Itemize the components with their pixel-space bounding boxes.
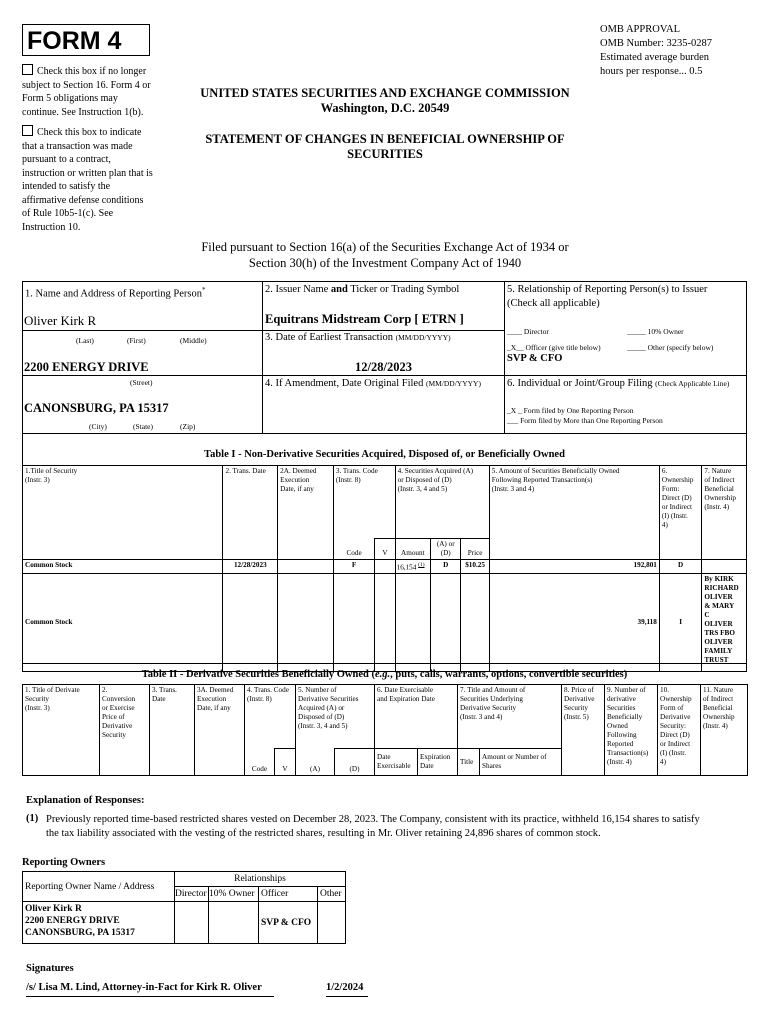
table-row — [23, 560, 747, 574]
t1-r2-price — [461, 574, 489, 672]
city-address: CANONSBURG, PA 15317 — [24, 401, 169, 415]
city-label: (City) — [89, 422, 107, 431]
t1-sub-code: Code — [333, 539, 375, 560]
footnote-number: (1) — [26, 813, 39, 824]
relationships-header: Relationships — [175, 872, 346, 887]
t2-sub-d: (D) — [335, 749, 375, 776]
t2-col-ownership-form: 10. Ownership Form of Derivative Security: Direct (D) or Indirect (I) (Instr. 4) — [658, 685, 701, 776]
checkbox-10b5-1: Check this box to indicate that a transaction was made pursuant to a contract, instruction or written plan that is intended to satisfy the affirmative defense conditions of Rule 10b5-1(c). See Instruction 10. — [22, 127, 153, 233]
t2-col-exercisable: 6. Date Exercisable and Expiration Date — [375, 685, 458, 749]
t2-col-underlying: 7. Title and Amount of Securities Underlying Derivative Security (Instr. 3 and 4) — [458, 685, 562, 749]
t1-col-code: 3. Trans. Code (Instr. 8) — [333, 466, 395, 539]
footnote-text: Previously reported time-based restricted shares vested on December 28, 2023. The Company, consistent with its practice, withheld 16,154 shares to satisfy the tax liability associated with the vesting of the restricted shares, resulting in Mr. Oliver retaining 24,896 shares of common stock. — [46, 814, 700, 839]
issuer-name: Equitrans Midstream Corp [ ETRN ] — [265, 312, 464, 326]
owner-row-officer: SVP & CFO — [259, 902, 318, 944]
officer-header: Officer — [259, 887, 318, 902]
officer-title: SVP & CFO — [507, 353, 563, 364]
t2-col-title: 1. Title of Derivate Security (Instr. 3) — [23, 685, 100, 776]
t2-sub-a: (A) — [296, 749, 335, 776]
table1-title: Table I - Non-Derivative Securities Acquired, Disposed of, or Beneficially Owned — [204, 449, 565, 460]
owner-name-header: Reporting Owner Name / Address — [23, 872, 175, 902]
t2-col-code: 4. Trans. Code (Instr. 8) — [245, 685, 296, 749]
t2-sub-v: V — [275, 749, 296, 776]
other-header: Other — [318, 887, 346, 902]
t1-r2-form: I — [659, 574, 702, 672]
t2-col-deemed: 3A. Deemed Execution Date, if any — [195, 685, 245, 776]
director-header: Director — [175, 887, 209, 902]
form-title: FORM 4 — [22, 24, 150, 56]
director-option: ____ Director — [507, 327, 549, 336]
t1-col-securities: 4. Securities Acquired (A) or Disposed of (D) (Instr. 3, 4 and 5) — [395, 466, 489, 539]
t2-sub-amount-shares: Amount or Number of Shares — [480, 749, 562, 776]
t1-col-deemed: 2A. Deemed Execution Date, if any — [278, 466, 334, 560]
street-address: 2200 ENERGY DRIVE — [24, 360, 149, 374]
t1-col-date: 2. Trans. Date — [223, 466, 278, 560]
reporting-person-name: Oliver Kirk R — [24, 313, 97, 328]
statement-heading: STATEMENT OF CHANGES IN BENEFICIAL OWNERSHIP OF SECURITIES — [205, 132, 565, 161]
t1-r2-v — [375, 574, 395, 672]
t2-sub-title: Title — [458, 749, 480, 776]
ten-percent-owner-option: _____ 10% Owner — [627, 327, 684, 336]
signature-date: 1/2/2024 — [326, 982, 364, 993]
t1-r1-nature — [702, 560, 747, 574]
middle-label: (Middle) — [180, 336, 207, 345]
reporting-owners-table — [22, 871, 346, 944]
reporting-owners-heading: Reporting Owners — [22, 857, 106, 868]
t1-r1-aord: D — [431, 560, 461, 574]
t1-r1-title: Common Stock — [23, 560, 223, 574]
officer-option: _X__ Officer (give title below) — [507, 343, 601, 352]
box1-label: 1. Name and Address of Reporting Person* — [25, 286, 206, 300]
t2-col-date: 3. Trans. Date — [150, 685, 195, 776]
t1-r2-amount — [395, 574, 430, 672]
t1-col-amount-owned: 5. Amount of Securities Beneficially Owned Following Reported Transaction(s) (Instr. 3 and 4) — [489, 466, 659, 560]
t2-col-number-owned: 9. Number of derivative Securities Beneficially Owned Following Reported Transaction(s) (Instr. 4) — [605, 685, 658, 776]
t1-r2-aord — [431, 574, 461, 672]
t1-col-nature: 7. Nature of Indirect Beneficial Ownership (Instr. 4) — [702, 466, 747, 560]
table-row — [23, 902, 346, 944]
signatures-heading: Signatures — [26, 963, 74, 974]
t2-sub-expiration: Expiration Date — [418, 749, 458, 776]
t1-col-ownership-form: 6. Ownership Form: Direct (D) or Indirect (I) (Instr. 4) — [659, 466, 702, 560]
t1-r1-date: 12/28/2023 — [223, 560, 278, 574]
table-row — [23, 574, 747, 672]
t1-r1-deemed — [278, 560, 334, 574]
agency-heading: UNITED STATES SECURITIES AND EXCHANGE COMMISSION Washington, D.C. 20549 — [200, 86, 570, 115]
checkbox[interactable] — [22, 64, 33, 75]
checkbox[interactable] — [22, 125, 33, 136]
owner-row-other — [318, 902, 346, 944]
t1-sub-price: Price — [461, 539, 489, 560]
filing-option-one: _X _ Form filed by One Reporting Person — [507, 406, 634, 415]
filed-pursuant: Filed pursuant to Section 16(a) of the Securities Exchange Act of 1934 or Section 30(h) of the Investment Company Act of 1940 — [201, 240, 569, 270]
last-label: (Last) — [76, 336, 94, 345]
table2 — [22, 684, 748, 776]
t1-sub-v: V — [375, 539, 395, 560]
signature-line: /s/ Lisa M. Lind, Attorney-in-Fact for Kirk R. Oliver — [26, 982, 262, 993]
box4-label: 4. If Amendment, Date Original Filed (MM/DD/YYYY) — [265, 378, 481, 389]
other-option: _____ Other (specify below) — [627, 343, 714, 352]
owner-row-director — [175, 902, 209, 944]
filing-option-group: ___ Form filed by More than One Reporting Person — [507, 416, 663, 425]
t1-r2-nature: By KIRK RICHARD OLIVER & MARY C OLIVER TRS FBO OLIVER FAMILY TRUST — [702, 574, 747, 672]
first-label: (First) — [127, 336, 146, 345]
box6-label: 6. Individual or Joint/Group Filing (Check Applicable Line) — [507, 378, 730, 389]
t2-sub-date-exercisable: Date Exercisable — [375, 749, 418, 776]
state-label: (State) — [133, 422, 153, 431]
box5-label: 5. Relationship of Reporting Person(s) to Issuer (Check all applicable) — [507, 284, 708, 309]
t2-col-number: 5. Number of Derivative Securities Acquired (A) or Disposed of (D) (Instr. 3, 4 and 5) — [296, 685, 375, 749]
owner-row-name: Oliver Kirk R 2200 ENERGY DRIVE CANONSBURG, PA 15317 — [23, 902, 175, 944]
t1-r2-date — [223, 574, 278, 672]
t2-sub-code: Code — [245, 749, 275, 776]
t1-sub-amount: Amount — [395, 539, 430, 560]
t2-col-nature: 11. Nature of Indirect Beneficial Ownership (Instr. 4) — [701, 685, 748, 776]
owner-row-ten-percent — [209, 902, 259, 944]
t1-r2-title: Common Stock — [23, 574, 223, 672]
t1-r1-amount: 16,154 $^{(1)}$ — [395, 560, 430, 574]
t1-r1-owned: 192,801 — [489, 560, 659, 574]
explanation-heading: Explanation of Responses: — [26, 795, 145, 806]
zip-label: (Zip) — [180, 422, 196, 431]
table2-title: Table II - Derivative Securities Beneficially Owned (e.g., puts, calls, warrants, options, convertible securities) — [141, 669, 628, 680]
t1-col-title: 1.Title of Security (Instr. 3) — [23, 466, 223, 560]
t1-r2-owned: 39,118 — [489, 574, 659, 672]
ten-percent-owner-header: 10% Owner — [209, 887, 259, 902]
t1-r1-v — [375, 560, 395, 574]
t1-r1-price: $10.25 — [461, 560, 489, 574]
t1-r1-form: D — [659, 560, 702, 574]
t1-r2-deemed — [278, 574, 334, 672]
t2-col-conversion: 2. Conversion or Exercise Price of Derivative Security — [100, 685, 150, 776]
earliest-transaction-date: 12/28/2023 — [355, 360, 412, 374]
t1-r1-code: F — [333, 560, 375, 574]
street-label: (Street) — [130, 378, 153, 387]
checkbox-no-longer-subject: Check this box if no longer subject to Section 16. Form 4 or Form 5 obligations may continue. See Instruction 1(b). — [22, 66, 151, 118]
t1-sub-aord: (A) or (D) — [431, 539, 461, 560]
t1-r2-code — [333, 574, 375, 672]
table1 — [22, 465, 747, 672]
t2-col-price: 8. Price of Derivative Security (Instr. 5) — [562, 685, 605, 776]
box3-label: 3. Date of Earliest Transaction (MM/DD/YYYY) — [265, 332, 451, 343]
box2-label: 2. Issuer Name and Ticker or Trading Symbol — [265, 284, 460, 295]
omb-approval: OMB APPROVAL OMB Number: 3235-0287 Estimated average burden hours per response... 0.5 — [600, 24, 712, 77]
